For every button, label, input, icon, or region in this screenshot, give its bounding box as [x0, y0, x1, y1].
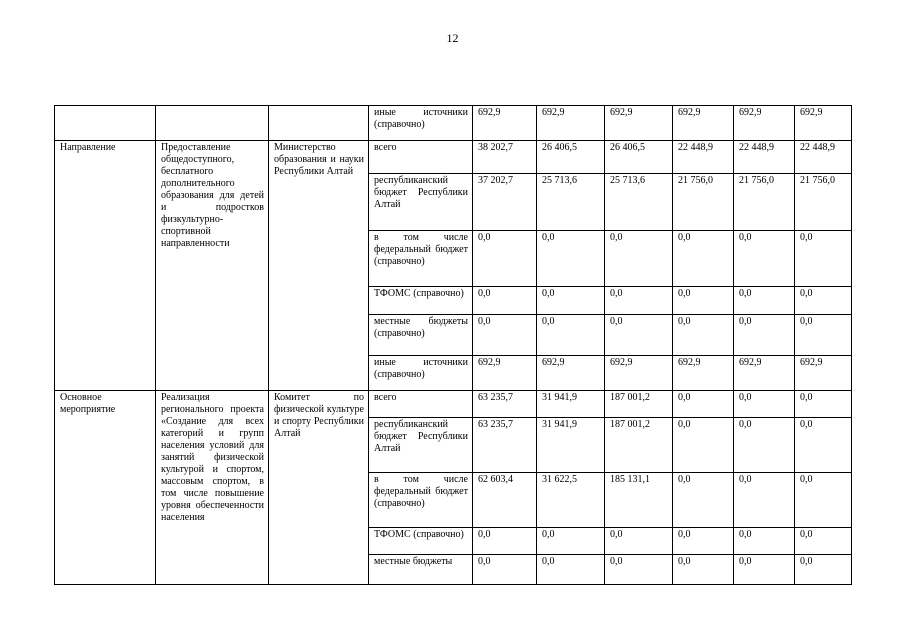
value-cell: 0,0 — [795, 555, 852, 585]
source-cell: местные бюджеты — [369, 555, 473, 585]
value-cell: 0,0 — [734, 315, 795, 356]
value-cell: 0,0 — [473, 528, 537, 555]
value-cell: 22 448,9 — [734, 141, 795, 174]
type-cell: Направление — [55, 141, 156, 391]
value-cell: 0,0 — [734, 555, 795, 585]
value-cell: 0,0 — [673, 418, 734, 473]
value-cell: 0,0 — [734, 231, 795, 287]
value-cell: 692,9 — [795, 106, 852, 141]
value-cell: 21 756,0 — [734, 174, 795, 231]
value-cell: 0,0 — [734, 473, 795, 528]
value-cell: 0,0 — [537, 528, 605, 555]
value-cell: 0,0 — [795, 528, 852, 555]
value-cell: 0,0 — [537, 231, 605, 287]
budget-table — [54, 105, 852, 585]
value-cell: 0,0 — [673, 231, 734, 287]
executor-cell: Комитет по физической культуре и спорту Республики Алтай — [269, 391, 369, 585]
value-cell: 25 713,6 — [605, 174, 673, 231]
value-cell: 185 131,1 — [605, 473, 673, 528]
value-cell: 692,9 — [673, 106, 734, 141]
source-cell: в том числе федеральный бюджет (справочно) — [369, 473, 473, 528]
value-cell: 0,0 — [673, 473, 734, 528]
value-cell: 0,0 — [473, 315, 537, 356]
page-number: 12 — [446, 31, 459, 45]
value-cell: 0,0 — [673, 528, 734, 555]
value-cell: 692,9 — [795, 356, 852, 391]
value-cell: 22 448,9 — [673, 141, 734, 174]
description-cell: Предоставление общедоступного, бесплатного дополнительного образования для детей и подростков физкультурно-спортивной направленности — [156, 141, 269, 391]
source-cell: ТФОМС (справочно) — [369, 528, 473, 555]
value-cell: 692,9 — [734, 356, 795, 391]
value-cell: 0,0 — [537, 555, 605, 585]
value-cell: 0,0 — [673, 555, 734, 585]
value-cell: 0,0 — [605, 528, 673, 555]
source-cell: в том числе федеральный бюджет (справочно) — [369, 231, 473, 287]
source-cell: местные бюджеты (справочно) — [369, 315, 473, 356]
source-cell: республиканский бюджет Республики Алтай — [369, 418, 473, 473]
value-cell: 21 756,0 — [673, 174, 734, 231]
value-cell: 22 448,9 — [795, 141, 852, 174]
executor-cell: Министерство образования и науки Республики Алтай — [269, 141, 369, 391]
value-cell: 63 235,7 — [473, 391, 537, 418]
value-cell: 0,0 — [795, 418, 852, 473]
value-cell: 0,0 — [605, 287, 673, 315]
value-cell: 0,0 — [673, 287, 734, 315]
value-cell: 0,0 — [473, 555, 537, 585]
value-cell: 692,9 — [673, 356, 734, 391]
executor-cell — [269, 106, 369, 141]
value-cell: 0,0 — [673, 315, 734, 356]
value-cell: 0,0 — [734, 287, 795, 315]
value-cell: 0,0 — [795, 473, 852, 528]
source-cell: всего — [369, 141, 473, 174]
value-cell: 31 941,9 — [537, 391, 605, 418]
value-cell: 0,0 — [537, 287, 605, 315]
value-cell: 0,0 — [795, 231, 852, 287]
description-cell: Реализация регионального проекта «Создание для всех категорий и групп населения условий для занятий физической культурой и спортом, массовым спортом, в том числе повышение уровня обеспеченности населения — [156, 391, 269, 585]
table-row — [55, 391, 852, 418]
value-cell: 0,0 — [734, 418, 795, 473]
value-cell: 0,0 — [673, 391, 734, 418]
description-cell — [156, 106, 269, 141]
source-cell: республиканский бюджет Республики Алтай — [369, 174, 473, 231]
value-cell: 0,0 — [473, 287, 537, 315]
type-cell: Основное мероприятие — [55, 391, 156, 585]
value-cell: 26 406,5 — [537, 141, 605, 174]
value-cell: 31 941,9 — [537, 418, 605, 473]
value-cell: 38 202,7 — [473, 141, 537, 174]
value-cell: 187 001,2 — [605, 418, 673, 473]
value-cell: 0,0 — [734, 391, 795, 418]
value-cell: 63 235,7 — [473, 418, 537, 473]
value-cell: 692,9 — [473, 106, 537, 141]
value-cell: 0,0 — [605, 315, 673, 356]
value-cell: 37 202,7 — [473, 174, 537, 231]
value-cell: 25 713,6 — [537, 174, 605, 231]
value-cell: 0,0 — [537, 315, 605, 356]
value-cell: 31 622,5 — [537, 473, 605, 528]
value-cell: 21 756,0 — [795, 174, 852, 231]
table-row — [55, 141, 852, 174]
value-cell: 692,9 — [605, 106, 673, 141]
value-cell: 692,9 — [473, 356, 537, 391]
source-cell: всего — [369, 391, 473, 418]
value-cell: 0,0 — [795, 391, 852, 418]
value-cell: 0,0 — [795, 287, 852, 315]
value-cell: 62 603,4 — [473, 473, 537, 528]
source-cell: иные источники (справочно) — [369, 106, 473, 141]
value-cell: 0,0 — [473, 231, 537, 287]
type-cell — [55, 106, 156, 141]
value-cell: 692,9 — [537, 356, 605, 391]
value-cell: 692,9 — [734, 106, 795, 141]
source-cell: ТФОМС (справочно) — [369, 287, 473, 315]
value-cell: 26 406,5 — [605, 141, 673, 174]
value-cell: 0,0 — [734, 528, 795, 555]
table-row — [55, 106, 852, 141]
value-cell: 692,9 — [537, 106, 605, 141]
value-cell: 0,0 — [795, 315, 852, 356]
value-cell: 692,9 — [605, 356, 673, 391]
value-cell: 0,0 — [605, 231, 673, 287]
value-cell: 0,0 — [605, 555, 673, 585]
source-cell: иные источники (справочно) — [369, 356, 473, 391]
value-cell: 187 001,2 — [605, 391, 673, 418]
